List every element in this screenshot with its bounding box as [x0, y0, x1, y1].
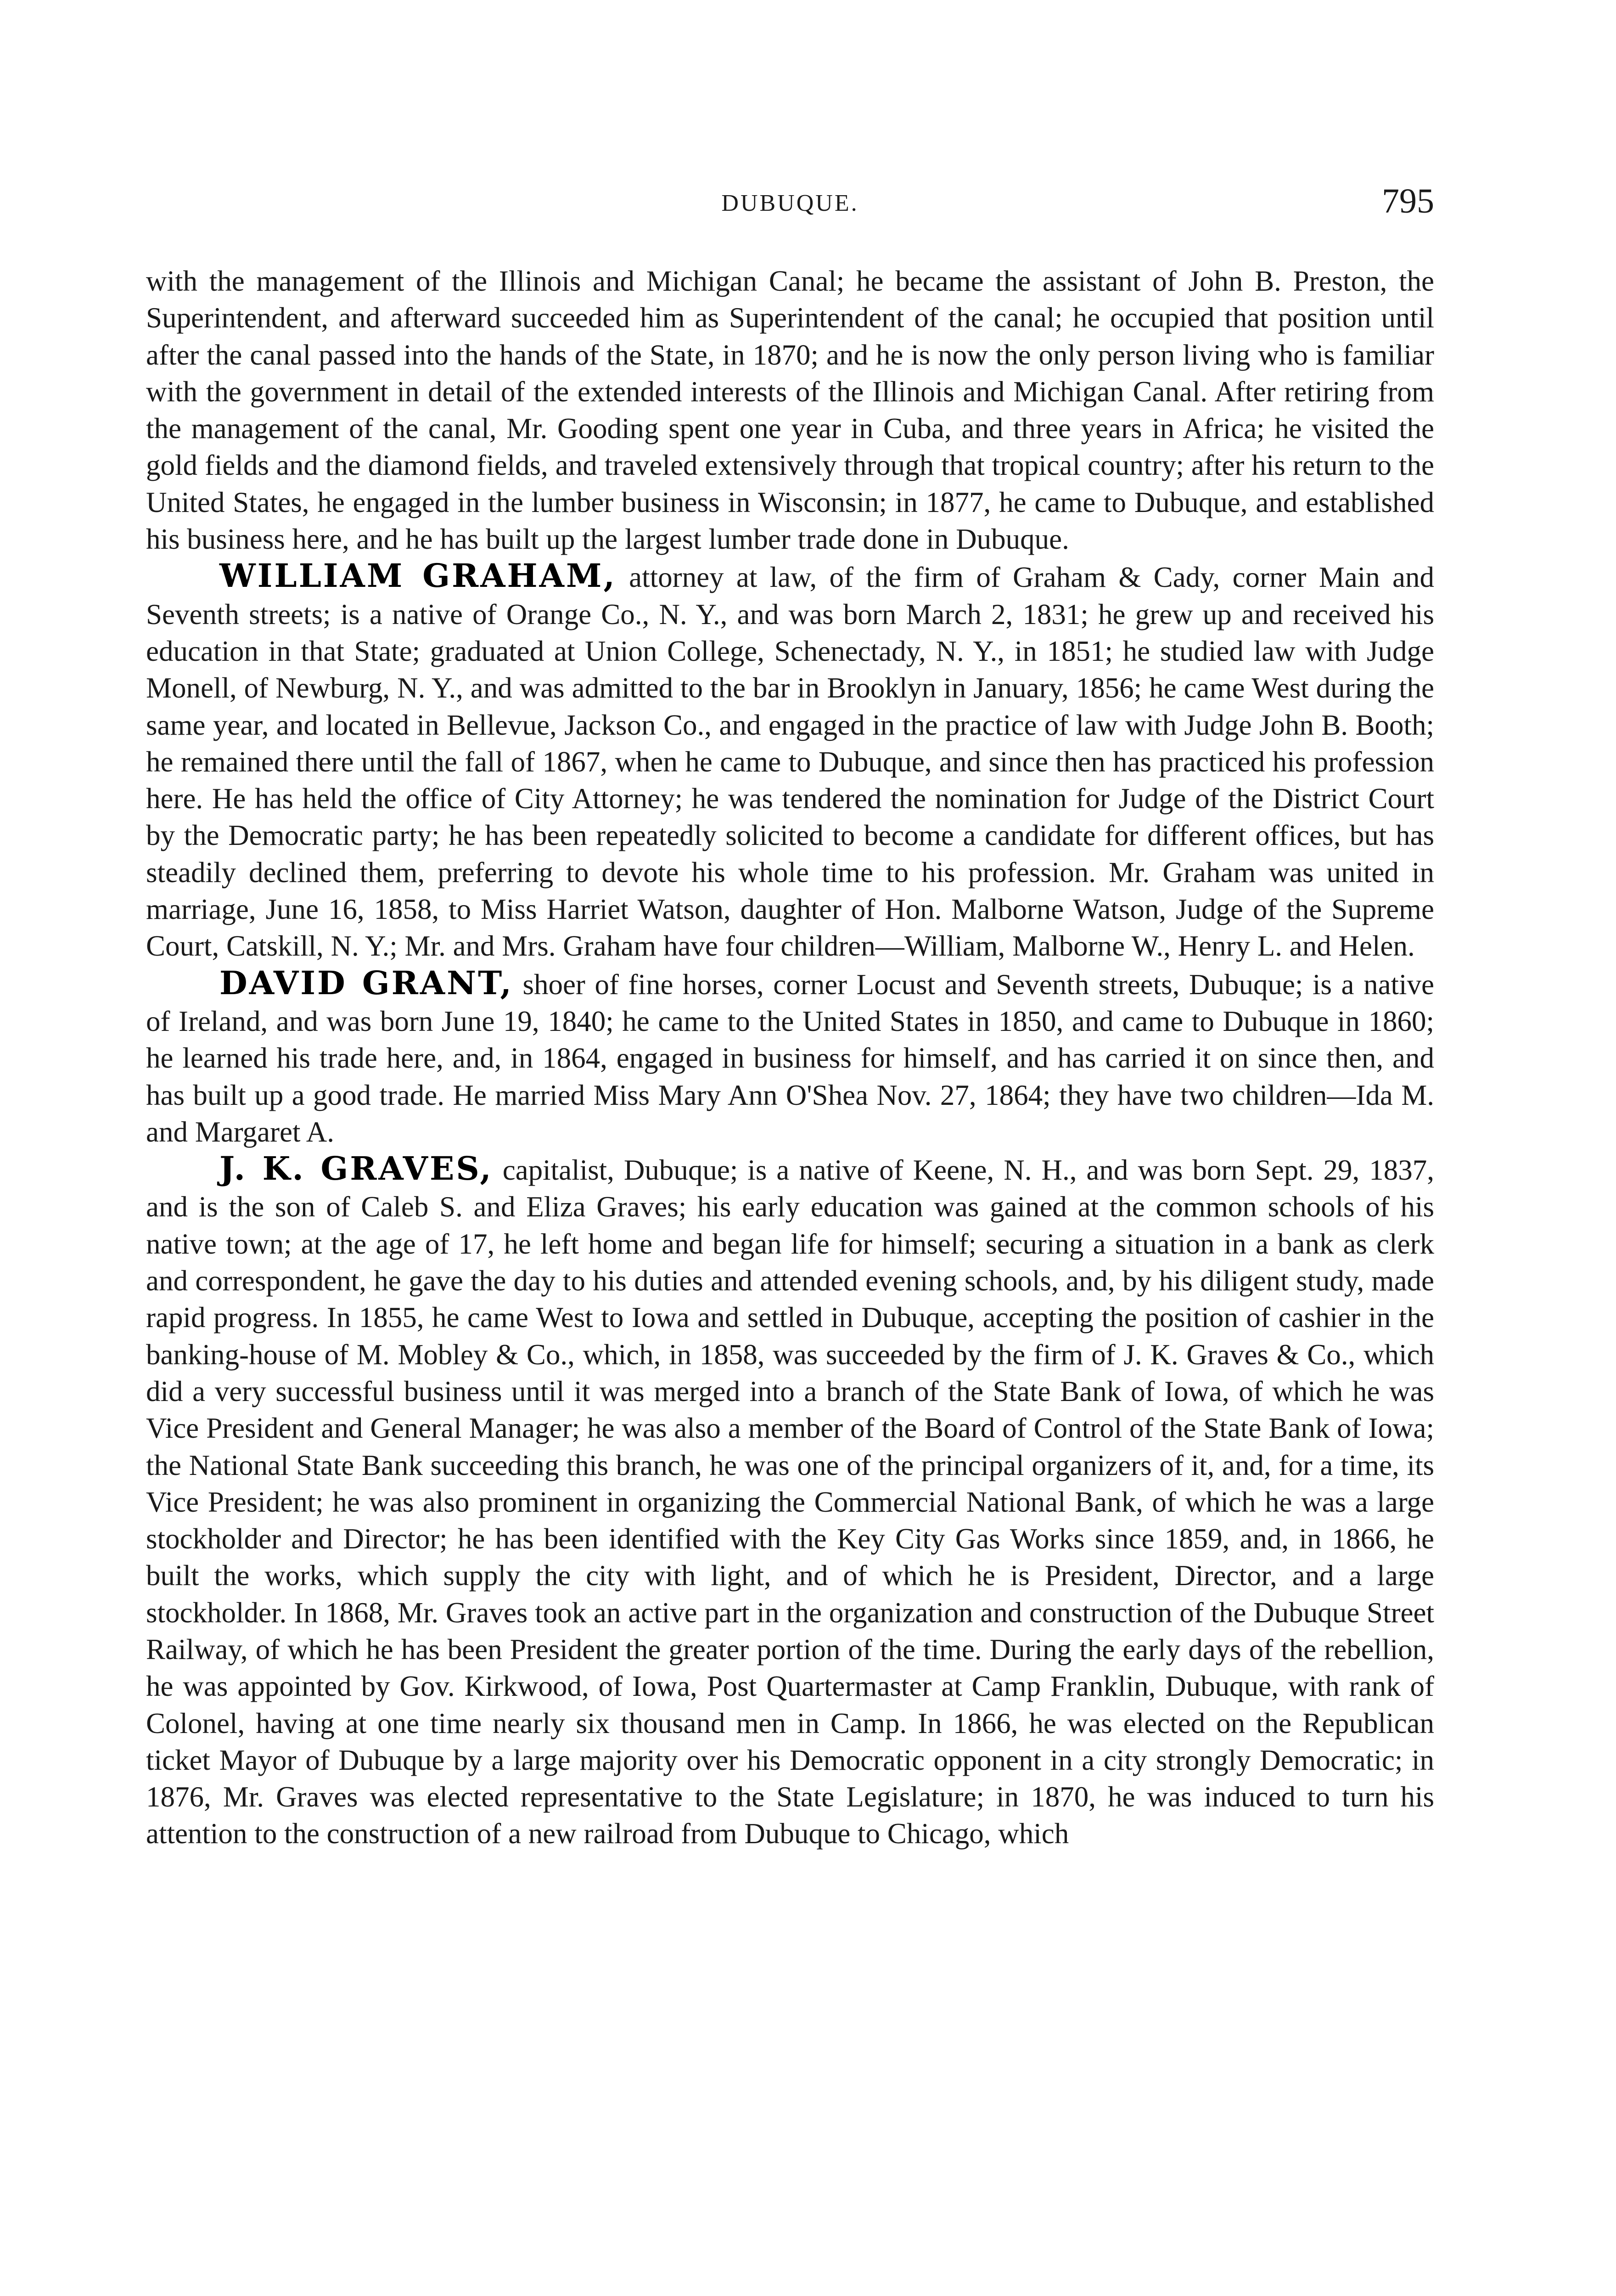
- running-head: DUBUQUE.: [721, 190, 859, 216]
- page-number: 795: [1382, 182, 1434, 220]
- biography-text: capitalist, Dubuque; is a native of Keene, N. H., and was born Sept. 29, 1837, and is the son of Caleb S. and Eliza Graves; his early education was gained at the common schools of his native town; at the age of 17, he left home and began life for himself; securing a situation in a bank as clerk and correspondent, he gave the day to his duties and attended evening schools, and, by his diligent study, made rapid progress. In 1855, he came West to Iowa and settled in Dubuque, accepting the position of cashier in the banking-house of M. Mobley & Co., which, in 1858, was succeeded by the firm of J. K. Graves & Co., which did a very successful business until it was merged into a branch of the State Bank of Iowa, of which he was Vice President and General Manager; he was also a member of the Board of Control of the State Bank of Iowa; the National State Bank succeeding this branch, he was one of the principal organizers of it, and, for a time, its Vice President; he was also prominent in organizing the Commercial National Bank, of which he was a large stockholder and Director; he has been identified with the Key City Gas Works since 1859, and, in 1866, he built the works, which supply the city with light, and of which he is President, Director, and a large stockholder. In 1868, Mr. Graves took an active part in the organization and construction of the Dubuque Street Railway, of which he has been President the greater portion of the time. During the early days of the rebellion, he was appointed by Gov. Kirkwood, of Iowa, Post Quartermaster at Camp Franklin, Dubuque, with rank of Colonel, having at one time nearly six thousand men in Camp. In 1866, he was elected on the Republican ticket Mayor of Dubuque by a large majority over his Democratic opponent in a city strongly Democratic; in 1876, Mr. Graves was elected representative to the State Legislature; in 1870, he was induced to turn his attention to the construction of a new railroad from Dubuque to Chicago, which: [146, 1154, 1434, 1850]
- biography-text: shoer of fine horses, corner Locust and Seventh streets, Dubuque; is a native of Ireland, and was born June 19, 1840; he came to the United States in 1850, and came to Dubuque in 1860; he learned his trade here, and, in 1864, engaged in business for himself, and has carried it on since then, and has built up a good trade. He married Miss Mary Ann O'Shea Nov. 27, 1864; they have two children—Ida M. and Margaret A.: [146, 968, 1435, 1148]
- continuation-paragraph: with the management of the Illinois and Michigan Canal; he became the assistant of John B. Preston, the Superintendent, and afterward succeeded him as Superintendent of the canal; he occupied that position until after the canal passed into the hands of the State, in 1870; and he is now the only person living who is familiar with the government in detail of the extended interests of the Illinois and Michigan Canal. After retiring from the management of the canal, Mr. Gooding spent one year in Cuba, and three years in Africa; he visited the gold fields and the diamond fields, and traveled extensively through that tropical country; after his return to the United States, he engaged in the lumber business in Wisconsin; in 1877, he came to Dubuque, and established his business here, and he has built up the largest lumber trade done in Dubuque.: [146, 265, 1434, 556]
- page-header: [146, 181, 1434, 223]
- book-page: [146, 0, 1434, 2296]
- biography-name: WILLIAM GRAHAM,: [219, 557, 617, 595]
- page-body: [146, 263, 1434, 1852]
- biography-graves: [146, 1150, 1434, 1852]
- biography-grant: [146, 965, 1434, 1150]
- biography-name: J. K. GRAVES,: [219, 1149, 493, 1188]
- biography-text: attorney at law, of the firm of Graham & Cady, corner Main and Seventh streets; is a native of Orange Co., N. Y., and was born March 2, 1831; he grew up and received his education in that State; graduated at Union College, Schenectady, N. Y., in 1851; he studied law with Judge Monell, of Newburg, N. Y., and was admitted to the bar in Brooklyn in January, 1856; he came West during the same year, and located in Bellevue, Jackson Co., and engaged in the practice of law with Judge John B. Booth; he remained there until the fall of 1867, when he came to Dubuque, and since then has practiced his profession here. He has held the office of City Attorney; he was tendered the nomination for Judge of the District Court by the Democratic party; he has been repeatedly solicited to become a candidate for different offices, but has steadily declined them, preferring to devote his whole time to his profession. Mr. Graham was united in marriage, June 16, 1858, to Miss Harriet Watson, daughter of Hon. Malborne Watson, Judge of the Supreme Court, Catskill, N. Y.; Mr. and Mrs. Graham have four children—William, Malborne W., Henry L. and Helen.: [146, 561, 1434, 962]
- biography-graham: [146, 557, 1434, 964]
- biography-name: DAVID GRANT,: [219, 963, 513, 1002]
